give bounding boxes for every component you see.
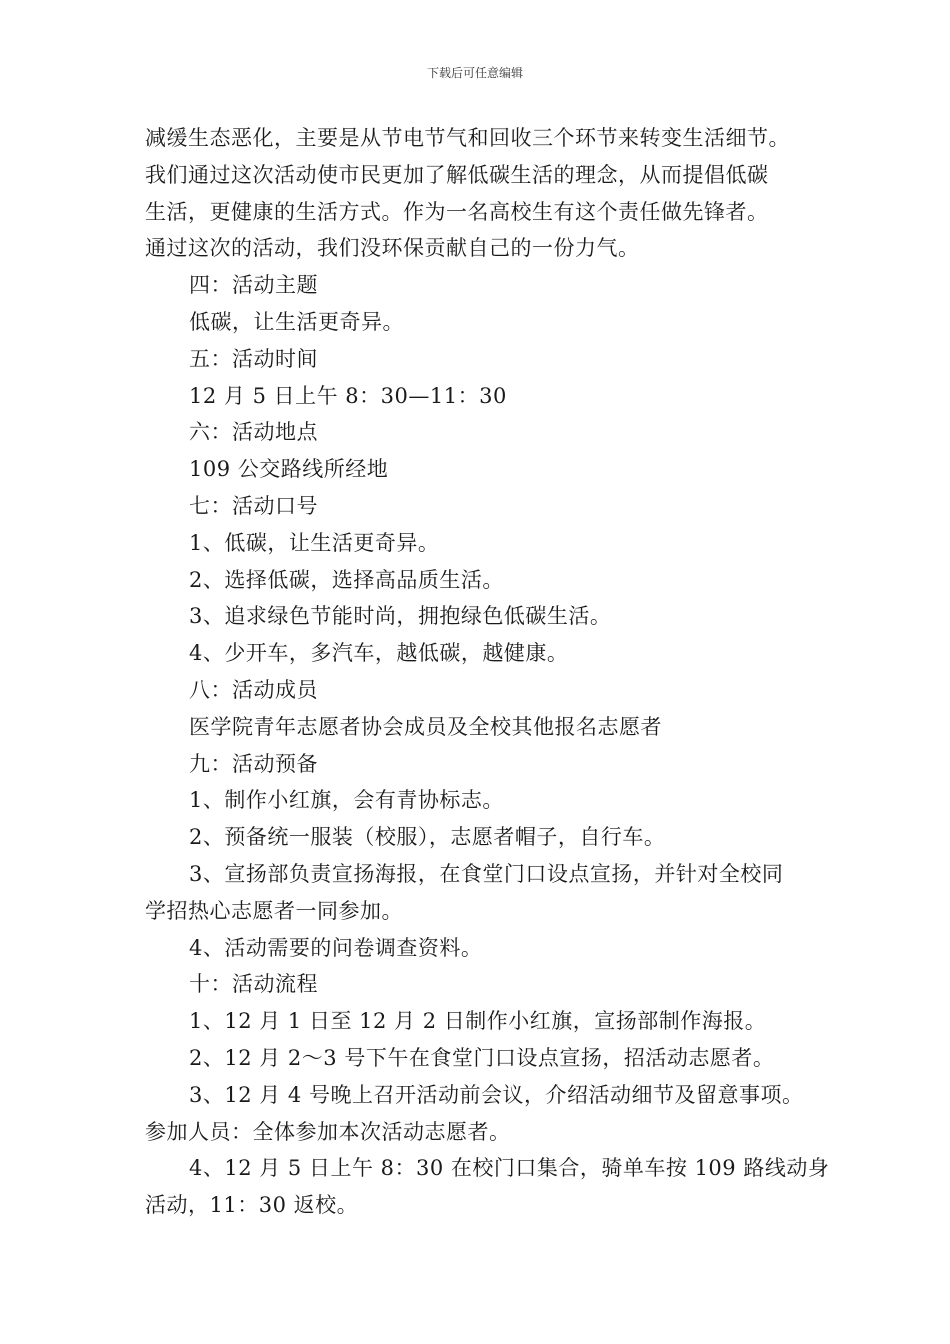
text-line: 3、12 月 4 号晚上召开活动前会议，介绍活动细节及留意事项。 [189, 1082, 804, 1107]
text-line: 4、少开车，多汽车，越低碳，越健康。 [189, 641, 569, 666]
text-line: 通过这次的活动，我们没环保贡献自己的一份力气。 [145, 236, 640, 261]
text-line: 109 公交路线所经地 [189, 457, 389, 482]
page-header: 下载后可任意编辑 [426, 66, 523, 80]
text-line: 12 月 5 日上午 8：30—11：30 [189, 383, 507, 408]
text-line: 3、追求绿色节能时尚，拥抱绿色低碳生活。 [189, 604, 612, 629]
text-line: 生活，更健康的生活方式。作为一名高校生有这个责任做先锋者。 [145, 199, 769, 224]
text-line: 医学院青年志愿者协会成员及全校其他报名志愿者 [189, 714, 662, 739]
text-line: 2、预备统一服装（校服），志愿者帽子，自行车。 [189, 825, 666, 850]
text-line: 六：活动地点 [189, 420, 318, 445]
text-line: 九：活动预备 [189, 751, 318, 776]
text-line: 七：活动口号 [189, 493, 318, 518]
text-line: 1、低碳，让生活更奇异。 [189, 530, 440, 555]
text-line: 3、宣扬部负责宣扬海报，在食堂门口设点宣扬，并针对全校同 [189, 861, 784, 886]
text-line: 十：活动流程 [189, 972, 318, 997]
text-line: 1、12 月 1 日至 12 月 2 日制作小红旗，宣扬部制作海报。 [189, 1009, 767, 1034]
text-line: 减缓生态恶化，主要是从节电节气和回收三个环节来转变生活细节。 [145, 126, 790, 150]
text-line: 4、活动需要的问卷调查资料。 [189, 935, 483, 960]
text-line: 活动，11：30 返校。 [145, 1193, 359, 1218]
text-line: 我们通过这次活动使市民更加了解低碳生活的理念，从而提倡低碳 [145, 162, 769, 187]
text-line: 学招热心志愿者一同参加。 [145, 898, 403, 923]
text-line: 低碳，让生活更奇异。 [189, 309, 404, 334]
text-line: 2、选择低碳，选择高品质生活。 [189, 567, 504, 592]
text-line: 4、12 月 5 日上午 8：30 在校门口集合，骑单车按 109 路线动身 [189, 1156, 830, 1181]
text-line: 1、制作小红旗，会有青协标志。 [189, 788, 504, 813]
text-line: 五：活动时间 [189, 346, 318, 371]
document-body [145, 120, 830, 1224]
text-line: 2、12 月 2～3 号下午在食堂门口设点宣扬，招活动志愿者。 [189, 1045, 775, 1070]
text-line: 参加人员：全体参加本次活动志愿者。 [145, 1119, 511, 1144]
text-line: 四：活动主题 [189, 273, 318, 298]
text-line: 八：活动成员 [189, 677, 318, 702]
